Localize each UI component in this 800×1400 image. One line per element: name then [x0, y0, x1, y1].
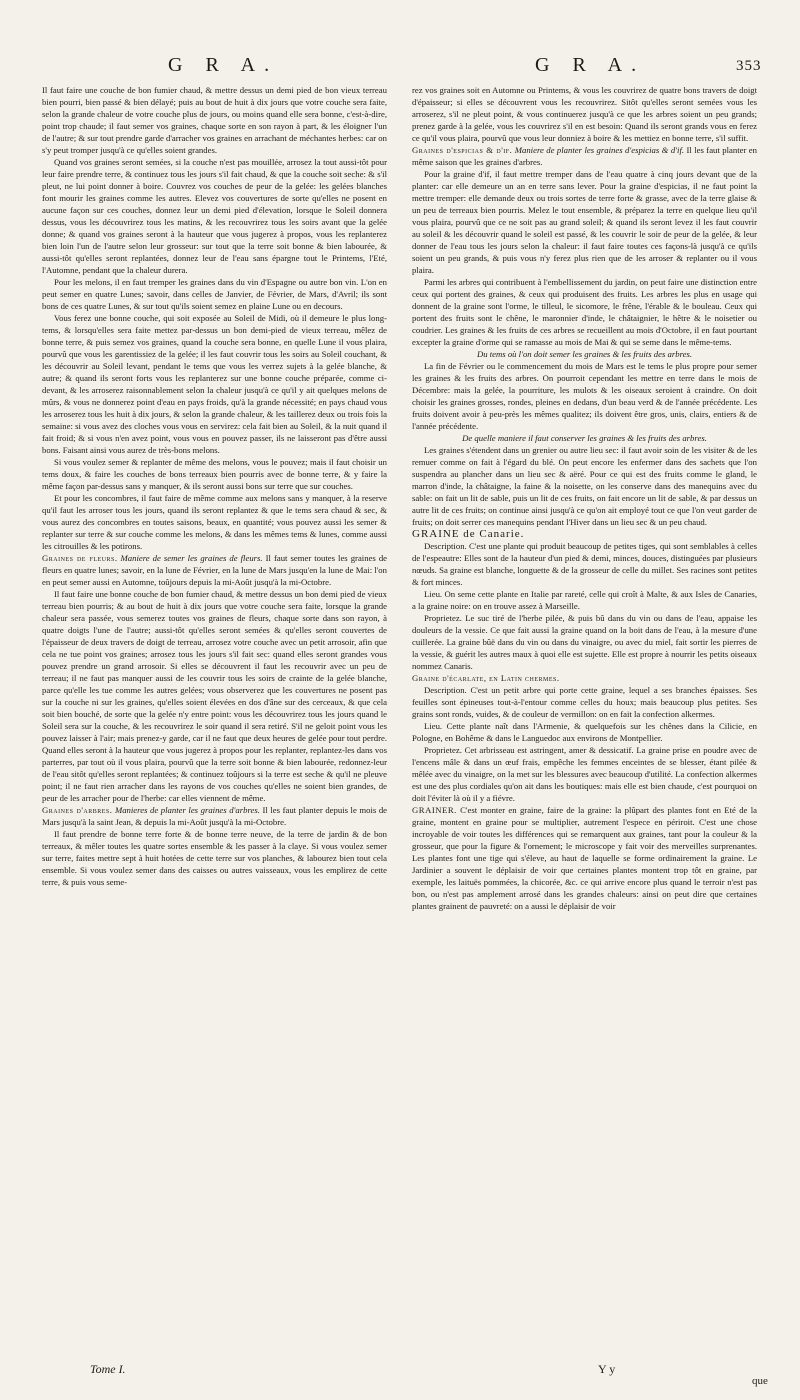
paragraph: Vous ferez une bonne couche, qui soit exposée au Soleil de Midi, où il demeure le plus long-tems, & lorsqu'elles sera faite mettez par-dessus un bon demi-pied de vieux terreau, mêlez de bonne terre, & puis semez vos graines, quand la couche sera bonne, en quelle Lune il vous plaira, pourvû que vous les garentissiez de la gelée; il les faut couvrir tous les soirs au Soleil couchant, & les découvrir au Soleil levant, pendant le tems que vous les verrez sujets à la gelée blanche, & autre; & quand ils seront forts vous les replanterez sur une bonne couche préparée, comme ci-devant, & les arroserez raisonnablement selon la chaleur jusqu'à ce qu'il y ait quelques melons de mûrs, & vous ne donnerez point d'eau en pays froids, qu'à la grande nécessité; en pays chaud vous les arroserez tous les huit à dix jours, & selon la grande chaleur, & les taillerez deux ou trois fois la semaine: si vous avez des cloches vous vous en servirez: cela fait bien au Soleil, & la nuit quand il fait froid; & si vous n'en avez point, vous vous en pouvez passer, ils ne laisseront pas d'être aussi bons. Faisant ainsi vous aurez de très-bons melons. [42, 313, 387, 455]
entry-heading: GRAINE de Canarie. [412, 528, 525, 540]
paragraph: Il faut prendre de bonne terre forte & de bonne terre neuve, de la terre de jardin & de bon terreaux, & mêler toutes les quatre sortes ensemble & les passer à la claye. Si vous voulez semer sur terre, faites mettre sept à huit hotées de cette terre sur vos planches, & labourez bien tout cela ensemble. Si vous voulez semer dans des caisses ou autres vaisseaux, vous les emplirez de cette terre, & puis vous seme- [42, 829, 387, 887]
paragraph: Pour la graine d'if, il faut mettre tremper dans de l'eau quatre à cinq jours devant que de la planter: car elle demeure un an en terre sans lever. Pour la graine d'espicias, il ne faut point la mettre tremper: elle demande deux ou trois sortes de terre forte & grasse, avec de la terre glaise & un peu de terreaux bien pourris. Melez le tout ensemble, & préparez la terre en quelque lieu qu'il vous plaira, pourvû que ce ne soit pas au grand soleil; & quand ils seront levez il les faut couvrir au soleil & les découvrir quand le soleil est passé, & les couvrir le soir de peur de la gelée, & leur donner de l'eau tous les jours selon la chaleur: il faut faire toutes ces façons-là jusqu'à ce qu'ils soient un peu grands, & puis vous n'y ferez plus rien que de les arroser & replanter ou il vous plaira. [412, 169, 757, 275]
paragraph: Parmi les arbres qui contribuent à l'embellissement du jardin, on peut faire une distinction entre ceux qui portent des graines, & ceux qui produisent des fruits. Les arbres les plus en usage qui donnent de la graine sont l'orme, le tilleul, le sicomore, le frêne, l'érable & le bouleau. Ceux qui portent des fruits sont le chêne, le maronnier d'inde, le châtaignier, le hêtre & le noisetier ou coudrier. Les graines & les fruits de ces arbres se recueillent au mois d'Octobre, il en faut pourtant excepter la graine d'orme qui se ramasse au mois de Mai & qui se seme dans le même-tems. [412, 277, 757, 347]
paragraph: Il faut faire une bonne couche de bon fumier chaud, & mettre dessus un bon demi pied de vieux terreau bien pourris; & au bout de huit à dix jours que votre couche sera faite, lorsque la grande chaleur sera passée, vous semerez toutes vos graines de fleurs, chaque sorte dans son rayon, à quatre doigts l'une de l'autre; aussi-tôt qu'elles seront semées & qu'elles seront couvertes de l'épaisseur de deux travers de doigt de terreau, arrosez votre couche avec un petit arrosoir, afin que cela ne tue point vos graines; arrosez tous les jours s'il fait sec: quand elles seront grandes vous pouvez prendre un grand arrosoir. Si elles se découvrent il faut les recouvrir avec un peu de terreau; il ne faut pas manquer aussi de les couvrir tous les soirs de crainte de la gelée blanche, parce qu'elle les tue comme les autres gelées; vous observerez que les couvertures ne posent pas sur la couche ni sur les graines, qu'elles soient élevées en dos d'âne sur des cerceaux, & que cela soit bien bouché, de sorte que la gelée n'y entre point: vous les découvrirez tous les jours quand le Soleil sera sur la couche, & les recouvrirez le soir quand il sera retiré. S'il ne geloit point vous les pouvez laisser à l'air; mais prenez-y garde, car il ne faut que deux heures de gelée pour tout perdre. Quand elles seront à la hauteur que vous jugerez à propos pour les replanter, replantez-les dans vos parterres, par tout où il vous plaira, pourvû que la terre soit bonne & bien labourée, redonnez-leur de l'eau sitôt qu'elles seront replantées; & continuez toûjours si la terre est seche & qu'il ne pleuve point; il ne faut rien arracher dans les rayons de vos couches qu'elles ne soient bien grandes, de peur de les arracher pour de l'herbe: car elles viennent de même. [42, 589, 387, 803]
entry-graines-de-fleurs [42, 552, 387, 588]
paragraph: Si vous voulez semer & replanter de même des melons, vous le pouvez; mais il faut choisir un tems doux, & faire les couches de bons terreaux bien pourris avec de bonne terre, & y faire la même façon par-dessus sans y manquer, & ils seront aussi bons sur terre que sur couches. [42, 457, 387, 491]
volume-signature: Tome I. [90, 1362, 126, 1376]
entry-heading: Graines d'arbres. [42, 805, 113, 815]
entry-subtitle: Maniere de planter les graines d'espicias & d'if. [514, 145, 685, 155]
paragraph: Il faut faire une couche de bon fumier chaud, & mettre dessus un demi pied de bon vieux terreau bien pourri, bien passé & bien délayé; puis au bout de huit à dix jours que votre couche sera faite, selon la grande chaleur de votre couche plus de jours, ou moins quand elle sera bonne, c'est-à-dire, point trop chaude; il faut semer vos graines, chaque sorte en son rayon à part, & les éloigner l'un de l'autre; & sur tout prendre garde d'arracher vos graines en arrachant de méchantes herbes: car on s'y peut tromper jusqu'à ce qu'elles soient grandes. [42, 85, 387, 155]
right-column [412, 84, 757, 1354]
section-subtitle: De quelle maniere il faut conserver les graines & les fruits des arbres. [462, 433, 707, 443]
running-head-right: G R A. [535, 54, 646, 76]
gathering-signature: Y y [598, 1362, 616, 1376]
section-subtitle: Du tems où l'on doit semer les graines & les fruits des arbres. [476, 349, 693, 359]
entry-heading: Graines de fleurs. [42, 553, 118, 563]
running-head-left: G R A. [168, 54, 279, 76]
paragraph: Quand vos graines seront semées, si la couche n'est pas mouillée, arrosez la tout aussi-tôt pour leur faire prendre terre, & continuez tous les jours s'il fait chaud, & que la couche soit seche: & s'il pleut, ne lui point donner à boire. Couvrez vos couches de peur de la gelée: les gelées blanches font mourir les graines comme les autres. Elevez vos couvertures de sorte qu'elles ne posent en aucune façon sur ces couches, donnez leur un demi pied d'élevation, lorsque le Soleil donnera dessus, vous les découvrirez tous les matins, & les recouvrirez tous les soirs avant que la gelée donne; & quand vos graines seront à la hauteur que vous jugerez à propos, vous les replanterez bien loin l'un de l'autre selon leur grosseur: sur tout que la terre soit bonne & bien labourée, & aussi-tôt qu'elles seront replantées, donnez leur de l'eau sans épargne tout le Printems, l'Eté, l'Automne, pendant que la chaleur durera. [42, 157, 387, 275]
paragraph: Pour les melons, il en faut tremper les graines dans du vin d'Espagne ou autre bon vin. L'on en peut semer en quatre Lunes; savoir, dans celles de Janvier, de Février, de Mars, d'Avril; ils sont bons de ces quatre Lunes, & sur tout qu'ils soient semez en plaine Lune ou en decours. [42, 277, 387, 311]
entry-espicias [412, 144, 757, 168]
entry-subtitle: Maniere de semer les graines de fleurs. [120, 553, 263, 563]
left-column [42, 84, 387, 1354]
entry-heading: Graine d'écarlate, en Latin chermes. [412, 673, 560, 683]
entry-text: Il faut semer toutes les graines de fleurs en quatre lunes; savoir, en la lune de Février, en la lune de Mars jusqu'en la lune de Mai: l'on en peut semer aussi en Automne, toûjours depuis la mi-Août jusqu'à la mi-Octobre. [42, 553, 387, 587]
catchword: que [752, 1375, 768, 1387]
entry-heading: Graines d'espicias & d'if. [412, 145, 513, 155]
entry-grainer [412, 804, 757, 912]
paragraph: Proprietez. Le suc tiré de l'herbe pilée, & puis bû dans du vin ou dans de l'eau, appaise les douleurs de la vessie. Ce que fait aussi la graine quand on la boit dans de l'eau, à la mesure d'une cuillerée. La graine bûë dans du vin ou dans du vinaigre, ou avec du miel, fait sortir les pierres de la vessie, & guérit les autres maux à quoi elle est sujette. Elle est propre à nourrir les petits oiseaux nommez Canaris. [412, 613, 757, 671]
entry-text: Il les faut planter en même saison que les graines d'arbres. [412, 145, 757, 167]
paragraph: rez vos graines soit en Automne ou Printems, & vous les couvrirez de quatre bons travers de doigt d'épaisseur; si elles se découvrent vous les recouvrirez. Sitôt qu'elles seront semées vous les arroserez, s'il ne pleut point, & vous continuerez jusqu'à ce que les arbres soient un peu grands; prenez garde à la gelée, vous les couvrirez s'il en est besoin: Quand ils seront grands vous en ferez ce qu'il vous plaira, pourvû que vous leur donniez à boire & les mettiez en bonne terre, s'il suffit. [412, 85, 757, 143]
paragraph: Et pour les concombres, il faut faire de même comme aux melons sans y manquer, à la reserve qu'il faut les arroser tous les jours, quand ils seront replantez & que le tems sera chaud & sec, & vous aurez des concombres en toutes saisons, beaux, en quantité; vous pouvez aussi les semer & replanter sur terre & sur couche comme les melons, & dans les mêmes tems & lunes, comme aussi les citrouilles & les potirons. [42, 493, 387, 551]
paragraph: Proprietez. Cet arbrisseau est astringent, amer & dessicatif. La graine prise en poudre avec de l'encens mâle & dans un œuf frais, empêche les femmes enceintes de se blesser, étant pilée & mêlée avec du vinaigre, on la met sur les blessures avec beaucoup d'utilité. La confection alkermes est une des plus cordiales qu'on ait dans les boutiques: mais elle est bien chaude, c'est pourquoi on doit l'éviter là où il y a fiévre. [412, 745, 757, 803]
paragraph: Description. C'est une plante qui produit beaucoup de petites tiges, qui sont semblables à celles de l'espeautre: Elles sont de la hauteur d'un pied & demi, minces, douces, distinguées par plusieurs nœuds. Sa graine est blanche, longuette & de la grosseur de celle du millet. Ses racines sont petites & fort minces. [412, 541, 757, 587]
paragraph: Lieu. On seme cette plante en Italie par rareté, celle qui croît à Malte, & aux Isles de Canaries, a la graine noire: on en trouve assez à Marseille. [412, 589, 757, 611]
entry-text: Il les faut planter depuis le mois de Mars jusqu'à la saint Jean, & depuis la mi-Août jusqu'à la mi-Octobre. [42, 805, 387, 827]
entry-graines-d-arbres [42, 804, 387, 828]
entry-heading: GRAINER. [412, 805, 457, 815]
entry-subtitle: Manieres de planter les graines d'arbres. [114, 805, 260, 815]
page-number: 353 [736, 58, 762, 74]
paragraph: La fin de Février ou le commencement du mois de Mars est le tems le plus propre pour semer les graines & les fruits des arbres. On pourroit cependant les mettre en terre dans le mois de Décembre: mais la gelée, la pourriture, les mulots & les oiseaux seroient à craindre. On doit choisir les graines grosses, rondes, pleines en dedans, d'un beau verd & de l'année précédente. Les fruits doivent avoir à peu-près les mêmes qualitez; ils doivent être gros, unis, clairs, entiers & de l'année précédente. [412, 361, 757, 431]
paragraph: Les graines s'étendent dans un grenier ou autre lieu sec: il faut avoir soin de les visiter & de les remuer comme on fait à l'égard du blé. On peut encore les enfermer dans des sachets que l'on suspendra au plancher dans un lieu sec & aëré. Pour ce qui est des fruits comme le gland, le marron d'inde, la châtaigne, la faine & la noisette, on les conserve dans des manequins avec du sable: on fait un lit de sable, puis un lit de ces fruits, on fait encore un lit de sable, & par dessus un autre lit de ces fruits; on continue ainsi jusqu'à ce qu'on ait employé tout ce que l'on veut garder de fruits; on doit serrer ces manequins pendant l'Hiver dans un lieu sec & un peu chaud. [412, 445, 757, 527]
paragraph: Lieu. Cette plante naît dans l'Armenie, & quelquefois sur les chênes dans la Cilicie, en Pologne, en Bohême & dans le Languedoc aux environs de Montpellier. [412, 721, 757, 743]
paragraph: Description. C'est un petit arbre qui porte cette graine, lequel a ses branches épaisses. Ses feuilles sont épineuses tout-à-l'entour comme celles du houx; mais beaucoup plus petites. Ses grains sont ronds, vuides, & de couleur de vermillon: on en fait la confection alkermes. [412, 685, 757, 719]
entry-text: C'est monter en graine, faire de la graine: la plûpart des plantes font en Eté de la graine, montent en graine pour se multiplier, autrement l'espece en périroit. C'est une chose incroyable de voir toutes les différences qui se remarquent aux graines, tant pour la couleur & la grosseur, que pour la figure & l'ornement; le microscope y fait voir des merveilles surprenantes. Les plantes font une tige qui s'éleve, au haut de laquelle se forme ordinairement la graine. Le Jardinier a souvent le déplaisir de voir que certaines plantes montent trop tôt en graine, par exemple, les laituës pommées, la chicorée, &c. ce qui arrive encore plus quand le terroir n'est pas bon, ou n'est pas amplement arrosé dans les grandes chaleurs: ainsi on peut dire que certaines plantes grainent de pauvreté: on a aussi le déplaisir de voir [412, 805, 757, 911]
